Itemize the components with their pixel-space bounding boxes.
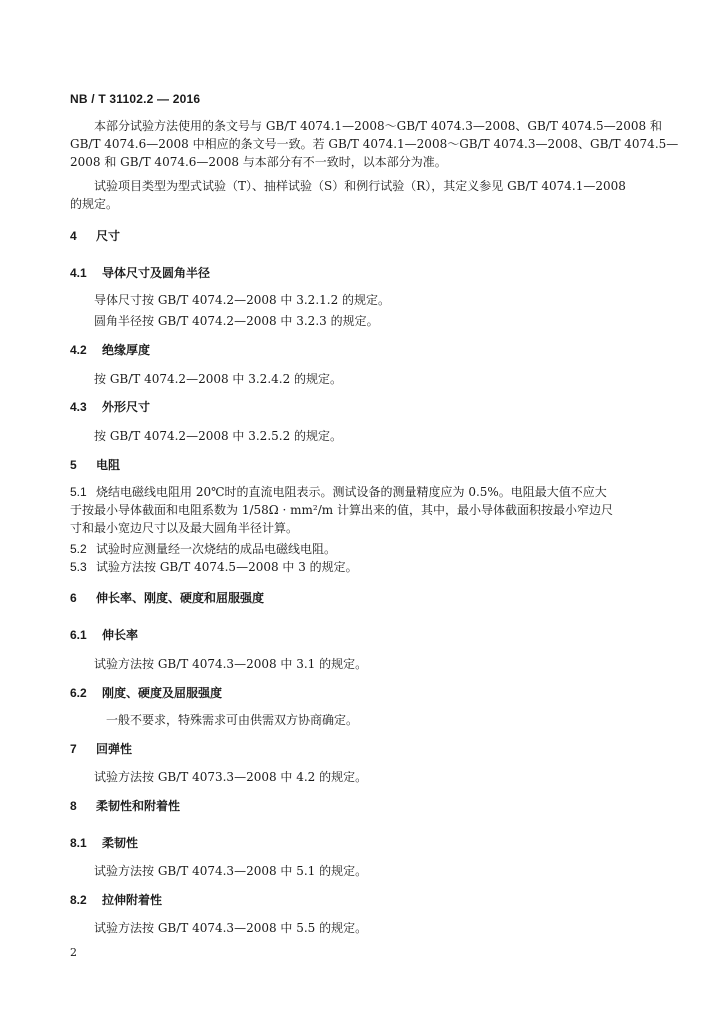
section-6-heading: [70, 589, 264, 606]
clause-5-2: [70, 540, 660, 558]
section-number: 4.2: [70, 343, 87, 357]
section-8-heading: [70, 797, 180, 814]
page-number: 2: [70, 946, 77, 959]
clause-5-2-line-1: 试验时应测量经一次烧结的成品电磁线电阻。: [96, 542, 337, 556]
clause-number: 5.2: [70, 542, 87, 556]
clause-5-1: [70, 483, 660, 537]
section-6-2-line-1: 一般不要求，特殊需求可由供需双方协商确定。: [106, 713, 359, 727]
clause-5-1-line-1: 烧结电磁线电阻用 20℃时的直流电阻表示。测试设备的测量精度应为 0.5%。电阻最大值不应大: [96, 485, 607, 499]
document-code: NB / T 31102.2 — 2016: [70, 92, 201, 106]
section-4-1-line-2: 圆角半径按 GB/T 4074.2—2008 中 3.2.3 的规定。: [94, 314, 379, 328]
section-title: 刚度、硬度及屈服强度: [102, 686, 223, 700]
section-title: 尺寸: [96, 229, 121, 243]
section-4-1-heading: [70, 264, 210, 281]
clause-5-1-line-3: 寸和最小宽边尺寸以及最大圆角半径计算。: [70, 521, 299, 535]
section-number: 6: [70, 591, 77, 605]
section-number: 7: [70, 742, 77, 756]
intro-p2-line-1: 试验项目类型为型式试验（T）、抽样试验（S）和例行试验（R），其定义参见 GB/T 4074.1—2008: [94, 179, 626, 193]
section-4-heading: [70, 227, 120, 244]
intro-p1-line-2: GB/T 4074.6—2008 中相应的条文号一致。若 GB/T 4074.1—2008～GB/T 4074.3—2008、GB/T 4074.5—: [70, 137, 679, 151]
section-number: 6.1: [70, 628, 87, 642]
clause-5-1-line-2: 于按最小导体截面和电阻系数为 1/58Ω · mm²/m 计算出来的值，其中，最小导体截面积按最小窄边尺: [70, 503, 613, 517]
intro-paragraph-1: [70, 117, 679, 171]
section-title: 伸长率: [102, 628, 139, 642]
section-number: 4.1: [70, 266, 87, 280]
section-title: 柔韧性: [102, 836, 139, 850]
clause-number: 5.1: [70, 485, 87, 499]
section-4-3-heading: [70, 398, 150, 415]
section-title: 绝缘厚度: [102, 343, 151, 357]
section-title: 外形尺寸: [102, 400, 151, 414]
section-4-2-line-1: 按 GB/T 4074.2—2008 中 3.2.4.2 的规定。: [94, 372, 343, 386]
section-number: 4.3: [70, 400, 87, 414]
section-title: 电阻: [96, 458, 121, 472]
clause-5-3: [70, 558, 660, 576]
section-number: 8.2: [70, 893, 87, 907]
section-6-1-line-1: 试验方法按 GB/T 4074.3—2008 中 3.1 的规定。: [94, 657, 368, 671]
section-8-2-line-1: 试验方法按 GB/T 4074.3—2008 中 5.5 的规定。: [94, 921, 368, 935]
clause-5-3-line-1: 试验方法按 GB/T 4074.5—2008 中 3 的规定。: [96, 560, 358, 574]
section-7-heading: [70, 740, 132, 757]
intro-p1-line-1: 本部分试验方法使用的条文号与 GB/T 4074.1—2008～GB/T 4074.3—2008、GB/T 4074.5—2008 和: [94, 119, 663, 133]
section-number: 4: [70, 229, 77, 243]
section-7-line-1: 试验方法按 GB/T 4073.3—2008 中 4.2 的规定。: [94, 770, 368, 784]
section-title: 导体尺寸及圆角半径: [102, 266, 211, 280]
intro-p2-line-2: 的规定。: [70, 197, 119, 211]
section-8-1-heading: [70, 834, 138, 851]
section-4-2-heading: [70, 341, 150, 358]
section-number: 6.2: [70, 686, 87, 700]
section-title: 回弹性: [96, 742, 133, 756]
intro-p1-line-3: 2008 和 GB/T 4074.6—2008 与本部分有不一致时，以本部分为准。: [70, 155, 447, 169]
section-title: 拉伸附着性: [102, 893, 163, 907]
section-title: 伸长率、刚度、硬度和屈服强度: [96, 591, 265, 605]
intro-paragraph-2: [70, 177, 655, 213]
section-8-2-heading: [70, 891, 162, 908]
section-8-1-line-1: 试验方法按 GB/T 4074.3—2008 中 5.1 的规定。: [94, 864, 368, 878]
section-number: 5: [70, 458, 77, 472]
section-title: 柔韧性和附着性: [96, 799, 181, 813]
section-5-heading: [70, 456, 120, 473]
section-4-1-line-1: 导体尺寸按 GB/T 4074.2—2008 中 3.2.1.2 的规定。: [94, 293, 391, 307]
section-4-3-line-1: 按 GB/T 4074.2—2008 中 3.2.5.2 的规定。: [94, 429, 343, 443]
section-6-1-heading: [70, 626, 138, 643]
section-number: 8: [70, 799, 77, 813]
clause-number: 5.3: [70, 560, 87, 574]
section-number: 8.1: [70, 836, 87, 850]
section-6-2-heading: [70, 684, 222, 701]
